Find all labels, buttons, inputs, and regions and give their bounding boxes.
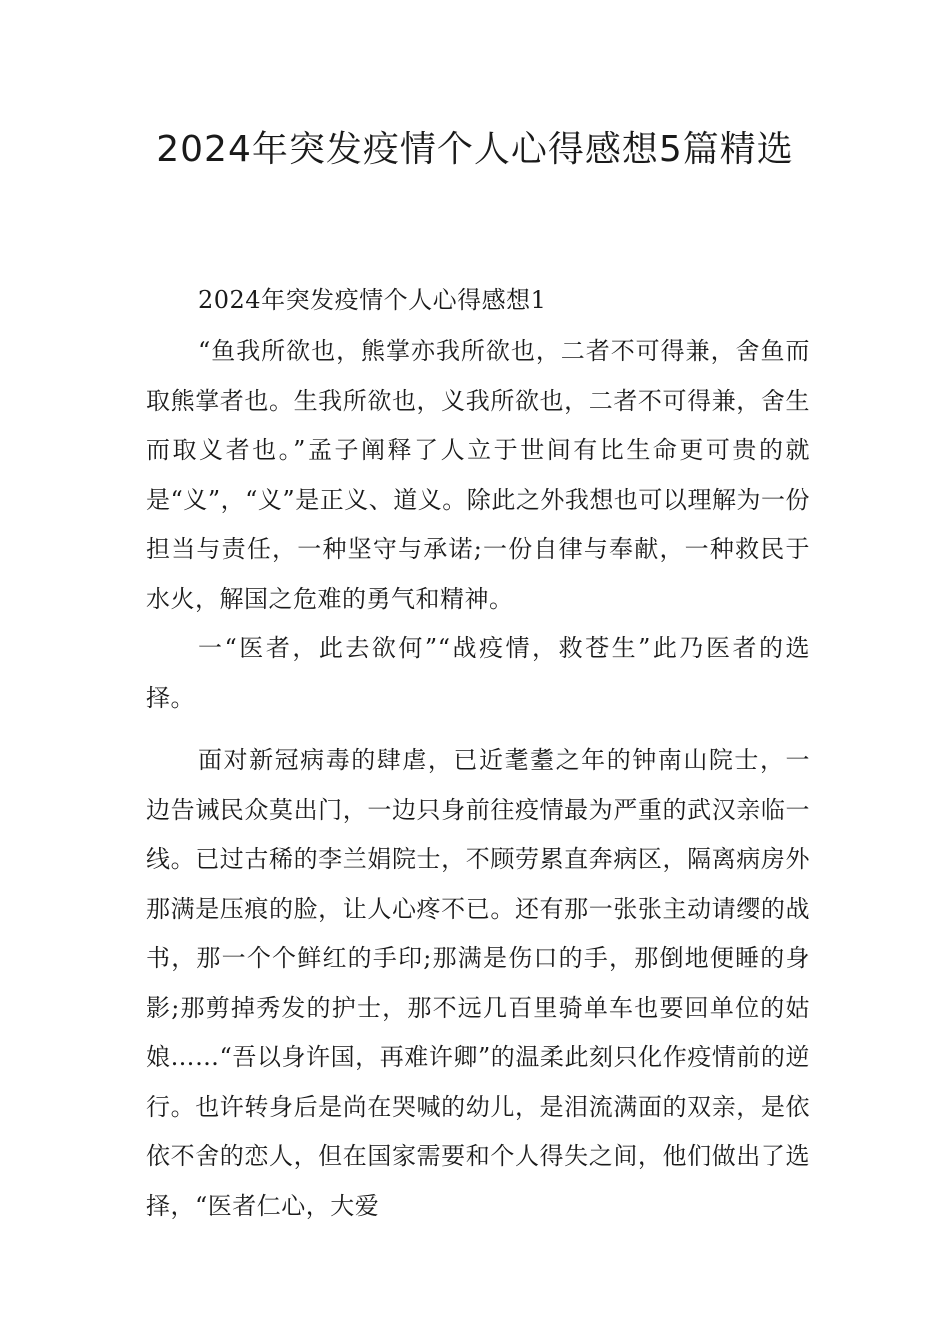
section-heading: 2024年突发疫情个人心得感想1: [198, 286, 547, 314]
document-title: 2024年突发疫情个人心得感想5篇精选: [156, 129, 794, 170]
paragraph-3: 面对新冠病毒的肆虐，已近耄耋之年的钟南山院士，一边告诫民众莫出门，一边只身前往疫情最为严重的武汉亲临一线。已过古稀的李兰娟院士，不顾劳累直奔病区，隔离病房外那满是压痕的脸，让人心疼不已。还有那一张张主动请缨的战书，那一个个鲜红的手印;那满是伤口的手，那倒地便睡的身影;那剪掉秀发的护士，那不远几百里骑单车也要回单位的姑娘……“吾以身许国，再难许卿”的温柔此刻只化作疫情前的逆行。也许转身后是尚在哭喊的幼儿，是泪流满面的双亲，是依依不舍的恋人，但在国家需要和个人得失之间，他们做出了选择，“医者仁心，大爱: [146, 746, 810, 1220]
paragraph-2: 一“医者，此去欲何”“战疫情，救苍生”此乃医者的选择。: [146, 634, 810, 712]
paragraph-1: “鱼我所欲也，熊掌亦我所欲也，二者不可得兼，舍鱼而取熊掌者也。生我所欲也，义我所欲也，二者不可得兼，舍生而取义者也。”孟子阐释了人立于世间有比生命更可贵的就是“义”，“义”是正义、道义。除此之外我想也可以理解为一份担当与责任，一种坚守与承诺;一份自律与奉献，一种救民于水火，解国之危难的勇气和精神。: [146, 337, 810, 613]
document-body: [146, 280, 810, 1231]
